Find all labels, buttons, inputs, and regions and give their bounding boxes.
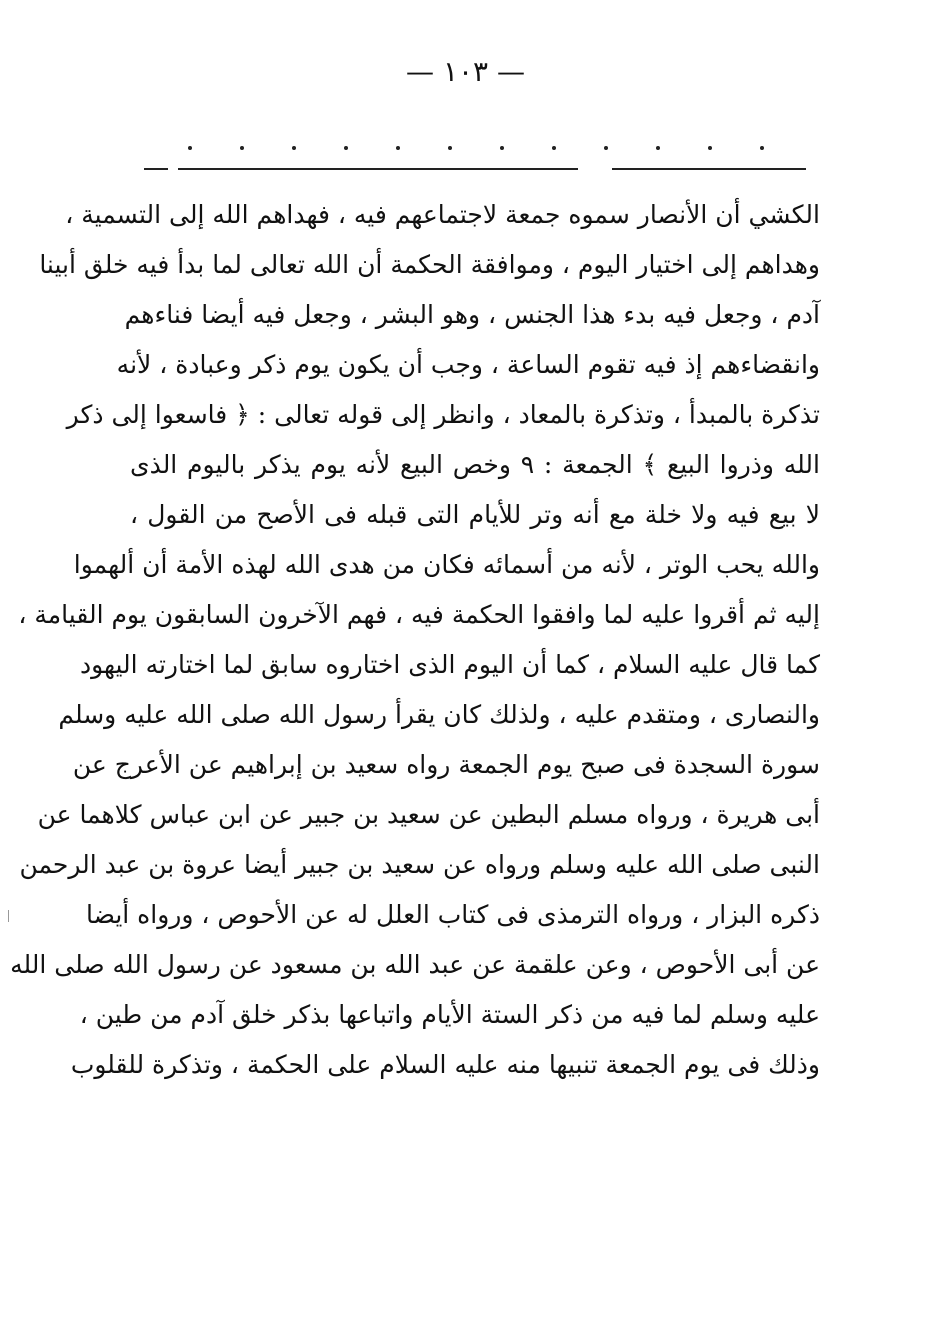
- header-dots: [178, 138, 806, 158]
- dot: [448, 146, 452, 150]
- text-line: وانقضاءهم إذ فيه تقوم الساعة ، وجب أن يكون يوم ذكر وعبادة ، لأنه: [116, 350, 820, 379]
- header-rule-stub: [144, 168, 168, 170]
- dot: [760, 146, 764, 150]
- text-line: والله يحب الوتر ، لأنه من أسمائه فكان من هدى الله لهذه الأمة أن ألهموا: [73, 550, 820, 579]
- header-rule-left: [178, 168, 578, 170]
- dot: [604, 146, 608, 150]
- dot: [240, 146, 244, 150]
- body-text: [10, 190, 820, 1090]
- dot: [188, 146, 192, 150]
- text-line: سورة السجدة فى صبح يوم الجمعة رواه سعيد بن إبراهيم عن الأعرج عن: [72, 750, 820, 779]
- text-line: ذكره البزار ، ورواه الترمذى فى كتاب العلل له عن الأحوص ، ورواه أيضا: [86, 900, 820, 929]
- text-line: كما قال عليه السلام ، كما أن اليوم الذى اختاروه سابق لما اختارته اليهود: [79, 650, 820, 679]
- dot: [292, 146, 296, 150]
- dot: [500, 146, 504, 150]
- dot: [396, 146, 400, 150]
- dot: [708, 146, 712, 150]
- text-line: والنصارى ، ومتقدم عليه ، ولذلك كان يقرأ رسول الله صلى الله عليه وسلم: [58, 700, 820, 729]
- text-line: تذكرة بالمبدأ ، وتذكرة بالمعاد ، وانظر إلى قوله تعالى : ﴿ فاسعوا إلى ذكر: [66, 400, 820, 429]
- page-number: — ١٠٣ —: [406, 55, 525, 88]
- text-line: الله وذروا البيع ﴾ الجمعة : ٩ وخص البيع لأنه يوم يذكر باليوم الذى: [130, 450, 820, 479]
- text-line: آدم ، وجعل فيه بدء هذا الجنس ، وهو البشر ، وجعل فيه أيضا فناءهم: [124, 300, 820, 329]
- text-line: عليه وسلم لما فيه من ذكر الستة الأيام واتباعها بذكر خلق آدم من طين ،: [79, 1000, 820, 1029]
- text-line: وهداهم إلى اختيار اليوم ، وموافقة الحكمة أن الله تعالى لما بدأ فيه خلق أبينا: [39, 250, 820, 279]
- text-line: وذلك فى يوم الجمعة تنبيها منه عليه السلام على الحكمة ، وتذكرة للقلوب: [70, 1050, 820, 1079]
- text-line: عن أبى الأحوص ، وعن علقمة عن عبد الله بن مسعود عن رسول الله صلى الله: [10, 950, 820, 979]
- text-line: الكشي أن الأنصار سموه جمعة لاجتماعهم فيه ، فهداهم الله إلى التسمية ،: [65, 200, 820, 229]
- text-line: أبى هريرة ، ورواه مسلم البطين عن سعيد بن جبير عن ابن عباس كلاهما عن: [37, 800, 820, 829]
- header-rule-right: [612, 168, 806, 170]
- text-line: النبى صلى الله عليه وسلم ورواه عن سعيد بن جبير أيضا عروة بن عبد الرحمن: [19, 850, 820, 879]
- dot: [656, 146, 660, 150]
- text-line: لا بيع فيه ولا خلة مع أنه وتر للأيام التى قبله فى الأصح من القول ،: [130, 500, 820, 529]
- text-line: إليه ثم أقروا عليه لما وافقوا الحكمة فيه ، فهم الآخرون السابقون يوم القيامة ،: [18, 600, 820, 629]
- edge-mark: [8, 910, 9, 922]
- dot: [344, 146, 348, 150]
- dot: [552, 146, 556, 150]
